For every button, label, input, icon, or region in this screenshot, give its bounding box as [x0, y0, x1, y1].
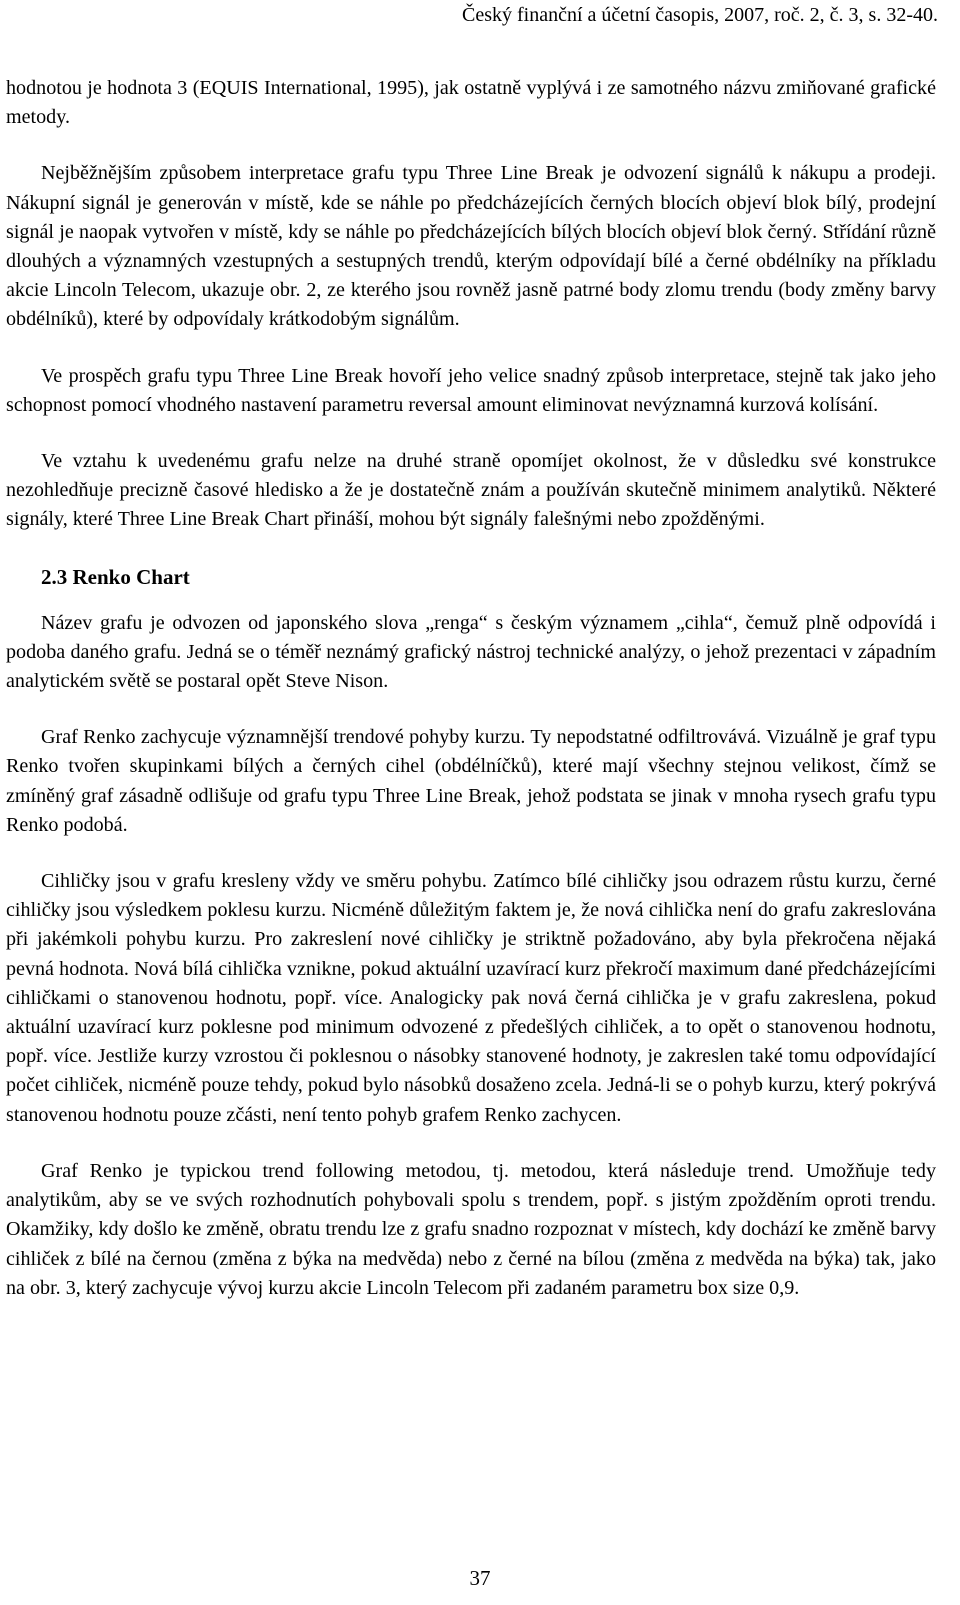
- paragraph-2: Nejběžnějším způsobem interpretace grafu typu Three Line Break je odvození signálů k nákupu a prodeji. Nákupní signál je generován v místě, kde se náhle po předcházejících černých blocích objeví blok bílý, prodejní signál je naopak vytvořen v místě, kdy se náhle po předcházejících bílých blocích objeví blok černý. Střídání různě dlouhých a významných vzestupných a sestupných trendů, kterým odpovídají bílé a černé obdélníky na příkladu akcie Lincoln Telecom, ukazuje obr. 2, ze kterého jsou rovněž jasně patrné body zlomu trendu (body změny barvy obdélníků), které by odpovídaly krátkodobým signálům.: [6, 162, 936, 331]
- page-number: 37: [469, 1566, 491, 1590]
- section-heading: 2.3 Renko Chart: [41, 564, 190, 589]
- paragraph-5: Název grafu je odvozen od japonského slova „renga“ s českým významem „cihla“, čemuž plně odpovídá i podoba daného grafu. Jedná se o téměř neznámý grafický nástroj technické analýzy, o jehož prezentaci v západním analytickém světě se postaral opět Steve Nison.: [6, 611, 936, 693]
- running-header: Český finanční a účetní časopis, 2007, roč. 2, č. 3, s. 32-40.: [461, 4, 938, 26]
- paragraph-3: Ve prospěch grafu typu Three Line Break hovoří jeho velice snadný způsob interpretace, stejně tak jako jeho schopnost pomocí vhodného nastavení parametru reversal amount eliminovat nevýznamná kurzová kolísání.: [6, 364, 936, 416]
- paragraph-8: Graf Renko je typickou trend following metodou, tj. metodou, která následuje trend. Umožňuje tedy analytikům, aby se ve svých rozhodnutích pohybovali spolu s trendem, popř. s jistým zpožděním oproti trendu. Okamžiky, kdy došlo ke změně, obratu trendu lze z grafu snadno rozpoznat v místech, kdy dochází ke změně barvy cihliček z bílé na černou (změna z býka na medvěda) nebo z černé na bílou (změna z medvěda na býka) tak, jako na obr. 3, který zachycuje vývoj kurzu akcie Lincoln Telecom při zadaném parametru box size 0,9.: [6, 1159, 936, 1299]
- paragraph-6: Graf Renko zachycuje významnější trendové pohyby kurzu. Ty nepodstatné odfiltrovává. Vizuálně je graf typu Renko tvořen skupinkami bílých a černých cihel (obdélníčků), které mají všechny stejnou velikost, čímž se zmíněný graf zásadně odlišuje od grafu typu Three Line Break, jehož podstata se jinak v mnoha rysech grafu typu Renko podobá.: [6, 726, 936, 836]
- paragraph-4: Ve vztahu k uvedenému grafu nelze na druhé straně opomíjet okolnost, že v důsledku své konstrukce nezohledňuje precizně časové hledisko a že je dostatečně znám a používán skutečně minimem analytiků. Některé signály, které Three Line Break Chart přináší, mohou být signály falešnými nebo zpožděnými.: [6, 450, 936, 531]
- paragraph-7: Cihličky jsou v grafu kresleny vždy ve směru pohybu. Zatímco bílé cihličky jsou odrazem růstu kurzu, černé cihličky jsou výsledkem poklesu kurzu. Nicméně důležitým faktem je, že nová cihlička není do grafu zakreslována při jakémkoli pohybu kurzu. Pro zakreslení nové cihličky je striktně požadováno, aby byla překročena nějaká pevná hodnota. Nová bílá cihlička vznikne, pokud aktuální uzavírací kurz překročí maximum dané předcházejícími cihličkami o stanovenou hodnotu, popř. více. Analogicky pak nová černá cihlička je v grafu zakreslena, pokud aktuální uzavírací kurz poklesne pod minimum odvozené z předešlých cihliček, a to opět o stanovenou hodnotu, popř. více. Jestliže kurzy vzrostou či poklesnou o násobky stanovené hodnoty, je zakreslen také tomu odpovídající počet cihliček, nicméně pouze tehdy, pokud bylo násobků dosaženo zcela. Jedná-li se o pohyb kurzu, který pokrývá stanovenou hodnotu pouze zčásti, není tento pohyb grafem Renko zachycen.: [6, 870, 936, 1126]
- paragraph-1: hodnotou je hodnota 3 (EQUIS International, 1995), jak ostatně vyplývá i ze samotného názvu zmiňované grafické metody.: [6, 77, 936, 129]
- article-body: [6, 74, 936, 1330]
